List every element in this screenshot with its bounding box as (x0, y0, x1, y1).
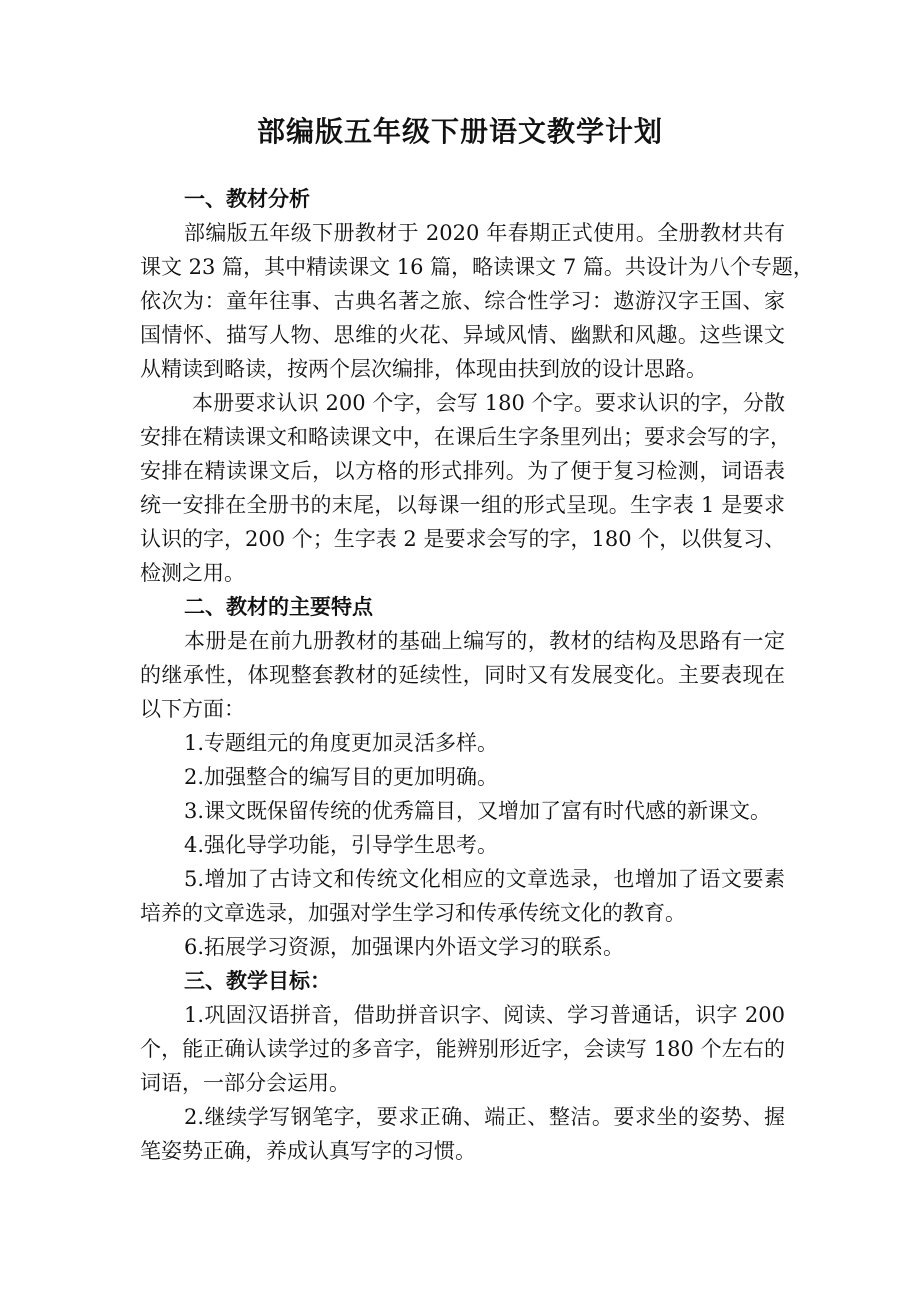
paragraph-line: 本册要求认识 200 个字，会写 180 个字。要求认识的字，分散 (192, 391, 785, 415)
document-body (140, 182, 814, 1168)
paragraph-line: 培养的文章选录，加强对学生学习和传承传统文化的教育。 (140, 901, 686, 925)
paragraph-line: 国情怀、描写人物、思维的火花、异域风情、幽默和风趣。这些课文 (140, 323, 785, 347)
list-item: 6.拓展学习资源，加强课内外语文学习的联系。 (184, 935, 625, 959)
paragraph-line: 词语，一部分会运用。 (140, 1071, 350, 1095)
section-heading: 三、教学目标： (184, 968, 331, 993)
paragraph-line: 安排在精读课文和略读课文中，在课后生字条里列出；要求会写的字， (140, 425, 791, 449)
list-item: 1.专题组元的角度更加灵活多样。 (184, 731, 499, 755)
document-title: 部编版五年级下册语文教学计划 (256, 115, 663, 148)
paragraph-line: 依次为：童年往事、古典名著之旅、综合性学习：遨游汉字王国、家 (140, 289, 785, 313)
list-item: 2.加强整合的编写目的更加明确。 (184, 765, 499, 789)
section-heading: 一、教材分析 (184, 186, 310, 211)
paragraph-line: 个，能正确认读学过的多音字，能辨别形近字，会读写 180 个左右的 (140, 1037, 785, 1061)
paragraph-line: 5.增加了古诗文和传统文化相应的文章选录，也增加了语文要素 (184, 867, 785, 891)
paragraph-line: 检测之用。 (140, 561, 245, 585)
paragraph-line: 的继承性，体现整套教材的延续性，同时又有发展变化。主要表现在 (140, 663, 785, 687)
paragraph-line: 笔姿势正确，养成认真写字的习惯。 (140, 1139, 476, 1163)
paragraph-line: 部编版五年级下册教材于 2020 年春期正式使用。全册教材共有 (184, 221, 785, 245)
list-item: 3.课文既保留传统的优秀篇目，又增加了富有时代感的新课文。 (184, 799, 772, 823)
paragraph-line: 从精读到略读，按两个层次编排，体现由扶到放的设计思路。 (140, 357, 707, 381)
paragraph-line: 2.继续学写钢笔字，要求正确、端正、整洁。要求坐的姿势、握 (184, 1105, 785, 1129)
list-item: 4.强化导学功能，引导学生思考。 (184, 833, 499, 857)
paragraph-line: 课文 23 篇，其中精读课文 16 篇，略读课文 7 篇。共设计为八个专题， (140, 255, 814, 279)
paragraph-line: 认识的字，200 个；生字表 2 是要求会写的字，180 个，以供复习、 (140, 527, 786, 551)
section-heading: 二、教材的主要特点 (184, 594, 373, 619)
paragraph-line: 安排在精读课文后，以方格的形式排列。为了便于复习检测，词语表 (140, 459, 785, 483)
paragraph-line: 1.巩固汉语拼音，借助拼音识字、阅读、学习普通话，识字 200 (184, 1003, 785, 1027)
paragraph-line: 本册是在前九册教材的基础上编写的，教材的结构及思路有一定 (184, 629, 785, 653)
paragraph-line: 以下方面： (140, 697, 245, 721)
paragraph-line: 统一安排在全册书的末尾，以每课一组的形式呈现。生字表 1 是要求 (140, 493, 785, 517)
